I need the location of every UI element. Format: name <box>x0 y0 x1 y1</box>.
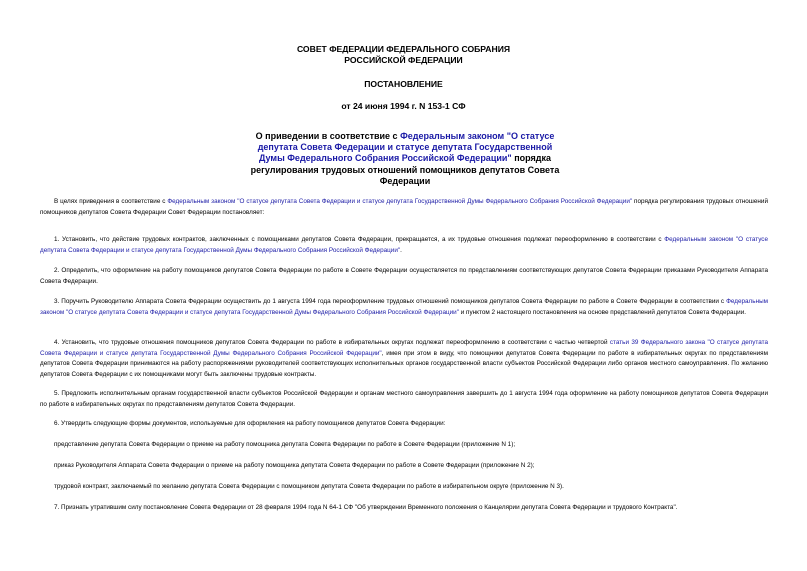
paragraph-text: 1. Установить, что действие трудовых контрактов, заключенных с помощниками депутатов Совета Федерации, прекращается, а их трудовые отношения подлежат переоформлению в соответствии с <box>54 236 665 243</box>
document-title <box>250 131 560 187</box>
paragraph-2: 2. Определить, что оформление на работу помощников депутатов Совета Федерации по работе в Совете Федерации осуществляется по представлениям соответствующих депутатов Совета Федерации приказами Руководителя Аппарата Совета Федерации. <box>40 267 768 285</box>
issuer-line-1: СОВЕТ ФЕДЕРАЦИИ ФЕДЕРАЛЬНОГО СОБРАНИЯ <box>296 44 511 54</box>
paragraph-1 <box>40 235 768 256</box>
paragraph-text: , имея при этом в виду, что помощники депутатов Совета Федерации по работе в избирательных округах по представлениям депутатов Совета Федерации принимаются на работу распоряжениями руководителей соответствующих исполнительных органов государственной власти субъектов Российской Федерации либо органов местного самоуправления. По желанию депутатов Совета Федерации с их помощниками могут быть заключены трудовые контракты. <box>40 349 768 378</box>
paragraph-7: 7. Признать утратившим силу постановление Совета Федерации от 28 февраля 1994 года N 64-1 СФ "Об утверждении Временного положения о Канцелярии депутата Совета Федерации и трудового Контракта". <box>54 504 678 511</box>
paragraph-text: . <box>400 246 402 254</box>
title-text-start: О приведении в соответствие с <box>255 131 401 141</box>
paragraph-text: и пунктом 2 настоящего постановления на основе представлений депутатов Совета Федерации. <box>458 308 747 316</box>
paragraph-text: 3. Поручить Руководителю Аппарата Совета Федерации осуществить до 1 августа 1994 года переоформление трудовых отношений помощников депутатов Совета Федерации по работе в Совете Федерации в соответствии с <box>54 298 727 305</box>
paragraph-6-item-3: трудовой контракт, заключаемый по желанию депутата Совета Федерации с помощником депутата Совета Федерации по работе в избирательном округе (приложение N 3). <box>54 483 564 490</box>
law-link[interactable]: Федеральным законом "О статусе депутата Совета Федерации и статусе депутата Государственной Думы Федерального Собрания Российской Федерации" <box>40 298 768 316</box>
paragraph-text: порядка регулирования трудовых отношений помощников депутатов Совета Федерации Совет Федерации постановляет: <box>40 198 768 216</box>
paragraph-5: 5. Предложить исполнительным органам государственной власти субъектов Российской Федерации и органам местного самоуправления завершить до 1 августа 1994 года оформление на работу помощников депутатов Совета Федерации по работе в избирательных округах по представлениям депутатов Совета Федерации. <box>40 390 768 408</box>
paragraph-preamble <box>40 197 768 218</box>
article-39-link[interactable]: статьи 39 Федерального закона "О статусе депутата Совета Федерации и статусе депутата Государственной Думы Федерального Собрания Российской Федерации" <box>40 339 769 357</box>
paragraph-6-item-1: представление депутата Совета Федерации о приеме на работу помощника депутата Совета Федерации по работе в Совете Федерации (приложение N 1); <box>54 441 516 448</box>
law-link[interactable]: Федеральным законом "О статусе депутата Совета Федерации и статусе депутата Государственной Думы Федерального Собрания Российской Федерации" <box>167 198 633 205</box>
document-date: от 24 июня 1994 г. N 153-1 СФ <box>341 101 466 111</box>
title-text-end: порядка регулирования трудовых отношений помощников депутатов Совета Федерации <box>250 153 560 186</box>
paragraph-3 <box>40 297 768 318</box>
paragraph-4 <box>40 338 768 380</box>
paragraph-6-item-2: приказ Руководителя Аппарата Совета Федерации о приеме на работу помощника депутата Совета Федерации по работе в Совете Федерации (приложение N 2); <box>54 462 535 469</box>
paragraph-text: 4. Установить, что трудовые отношения помощников депутатов Совета Федерации по работе в избирательных округах подлежат переоформлению в соответствии с частью четвертой <box>54 339 610 346</box>
law-link[interactable]: Федеральным законом "О статусе депутата Совета Федерации и статусе депутата Государственной Думы Федерального Собрания Российской Федерации" <box>40 236 768 254</box>
document-type: ПОСТАНОВЛЕНИЕ <box>364 79 443 89</box>
issuer-line-2: РОССИЙСКОЙ ФЕДЕРАЦИИ <box>344 55 463 65</box>
paragraph-6: 6. Утвердить следующие формы документов, используемые для оформления на работу помощников депутатов Совета Федерации: <box>54 420 446 427</box>
title-law-link[interactable]: Федеральным законом "О статусе депутата Совета Федерации и статусе депутата Государственной Думы Федерального Собрания Российской Федерации" <box>257 131 555 164</box>
paragraph-text: В целях приведения в соответствие с <box>54 198 168 205</box>
